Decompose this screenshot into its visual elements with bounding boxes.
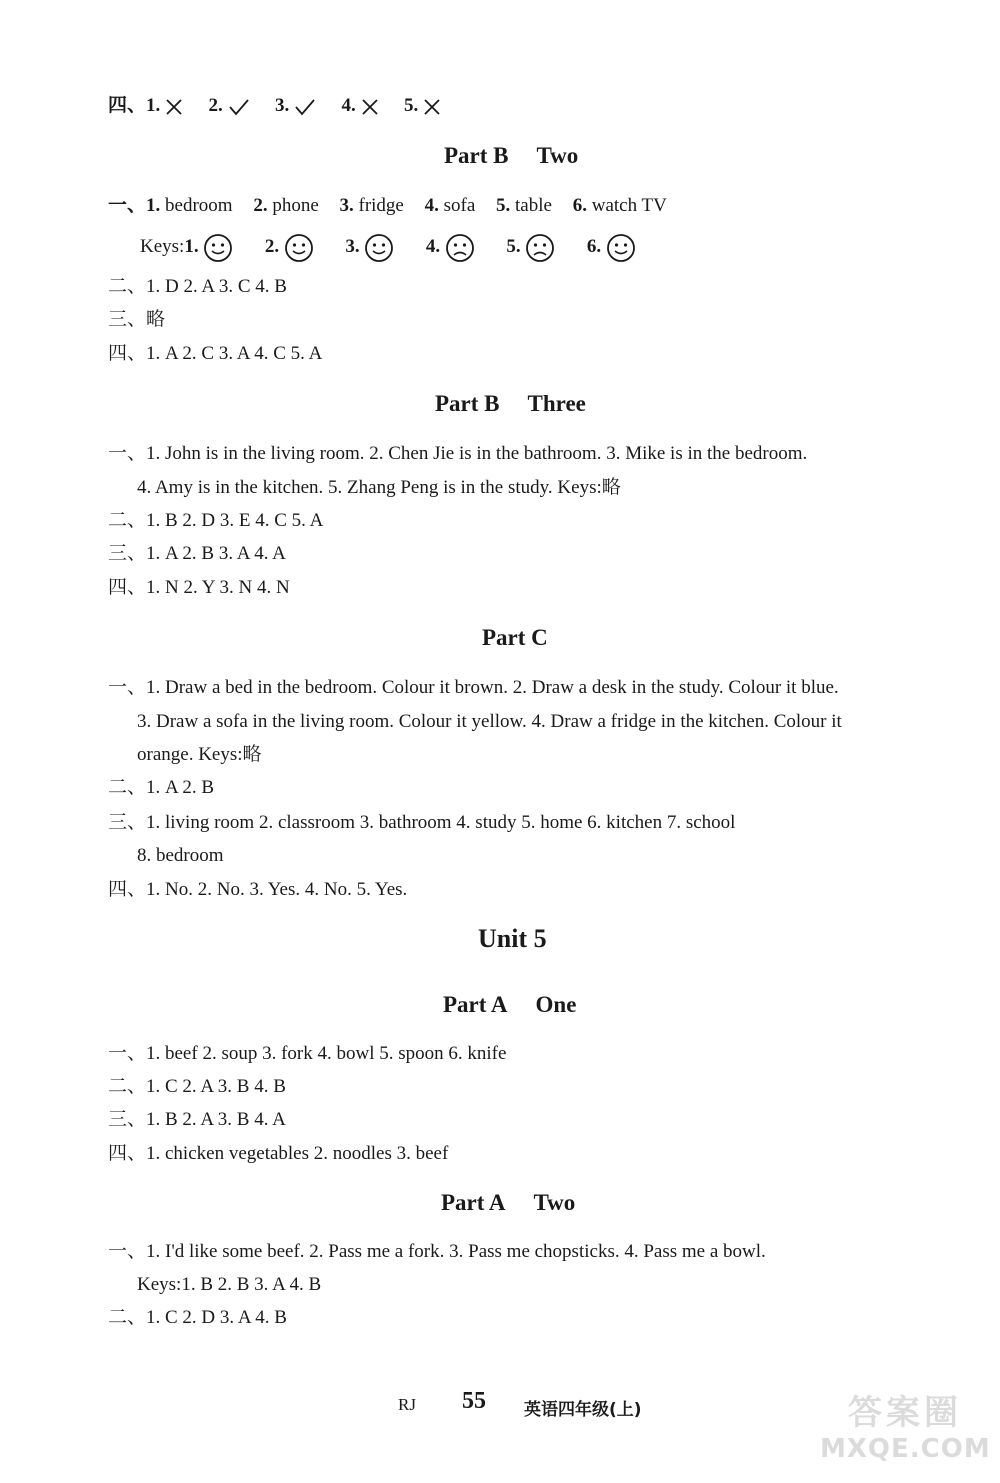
item-number: 4. [341, 95, 356, 116]
item-number: 1. [146, 95, 161, 116]
answer-line: 4. Amy is in the kitchen. 5. Zhang Peng is in the study. Keys:略 [137, 477, 621, 498]
page-number: 55 [462, 1388, 486, 1414]
item-number: 1. [184, 236, 199, 257]
section-heading-part-c: Part C [482, 625, 548, 650]
cross-icon [165, 98, 183, 116]
answer-line: 三、1. living room 2. classroom 3. bathroom 4. study 5. home 6. kitchen 7. school [108, 812, 736, 833]
answer-line: 二、1. C 2. A 3. B 4. B [108, 1076, 286, 1097]
answer-line: 三、1. B 2. A 3. B 4. A [108, 1109, 286, 1130]
sad-face-icon [525, 233, 555, 263]
heading-part: Part B [435, 391, 500, 416]
keys-label: Keys: [140, 236, 185, 257]
answer-line: 一、1. beef 2. soup 3. fork 4. bowl 5. spoon 6. knife [108, 1043, 507, 1064]
item-number: 1. [146, 195, 161, 216]
heading-sub: Two [533, 1190, 576, 1215]
answer-line: 四、1. A 2. C 3. A 4. C 5. A [108, 343, 323, 364]
item-number: 5. [404, 95, 419, 116]
section-heading-part-a-one [443, 992, 576, 1018]
section-prefix: 四、 [108, 95, 147, 116]
watermark-logo [820, 1385, 990, 1475]
happy-face-icon [284, 233, 314, 263]
keys-line [140, 232, 636, 263]
answer-line: 一、1. John is in the living room. 2. Chen Jie is in the bathroom. 3. Mike is in the bedroom. [108, 443, 808, 464]
item-number: 5. [506, 236, 521, 257]
cross-icon [361, 98, 379, 116]
answer-line: 一、1. I'd like some beef. 2. Pass me a fork. 3. Pass me chopsticks. 4. Pass me a bowl. [108, 1241, 766, 1262]
unit-heading: Unit 5 [478, 924, 547, 953]
answer-line: 三、1. A 2. B 3. A 4. A [108, 543, 286, 564]
cross-icon [423, 98, 441, 116]
heading-part: Part A [443, 992, 508, 1017]
answer-line: 二、1. B 2. D 3. E 4. C 5. A [108, 510, 324, 531]
heading-sub: One [535, 992, 577, 1017]
answer-line: 三、略 [108, 309, 166, 330]
sad-face-icon [445, 233, 475, 263]
item-number: 2. [208, 95, 223, 116]
heading-part: Part A [441, 1190, 506, 1215]
section-heading-part-a-two [441, 1190, 575, 1216]
answer-text: phone [267, 195, 319, 216]
answer-line: Keys:1. B 2. B 3. A 4. B [137, 1274, 322, 1295]
answer-line-top [108, 94, 441, 118]
section-heading-part-b-three [435, 391, 586, 417]
watermark-top: 答案圈 [848, 1393, 962, 1433]
answer-line: orange. Keys:略 [137, 744, 262, 765]
item-number: 4. [425, 236, 441, 257]
answer-line [108, 194, 667, 218]
item-number: 6. [572, 195, 587, 216]
answer-line: 8. bedroom [137, 845, 224, 866]
answer-text: fridge [353, 195, 404, 216]
answer-line: 二、1. A 2. B [108, 777, 215, 798]
answer-line: 四、1. No. 2. No. 3. Yes. 4. No. 5. Yes. [108, 879, 408, 900]
item-number: 3. [345, 236, 360, 257]
item-number: 4. [424, 195, 439, 216]
answer-line: 3. Draw a sofa in the living room. Colour it yellow. 4. Draw a fridge in the kitchen. Colour it [137, 711, 842, 732]
item-number: 2. [264, 236, 280, 257]
happy-face-icon [364, 233, 394, 263]
happy-face-icon [203, 233, 233, 263]
happy-face-icon [606, 233, 636, 263]
footer-right: 英语四年级(上) [524, 1400, 642, 1420]
item-number: 3. [339, 195, 354, 216]
answer-line: 四、1. chicken vegetables 2. noodles 3. beef [108, 1143, 449, 1164]
check-icon [294, 98, 316, 116]
item-number: 2. [253, 195, 268, 216]
watermark-bottom: MXQE.COM [820, 1434, 991, 1464]
section-prefix: 一、 [108, 195, 147, 216]
heading-part: Part B [444, 143, 509, 168]
item-number: 3. [275, 95, 290, 116]
answer-text: bedroom [160, 195, 233, 216]
heading-sub: Three [527, 391, 586, 416]
answer-line: 一、1. Draw a bed in the bedroom. Colour it brown. 2. Draw a desk in the study. Colour it blue. [108, 677, 839, 698]
answer-line: 二、1. C 2. D 3. A 4. B [108, 1307, 287, 1328]
answer-line: 四、1. N 2. Y 3. N 4. N [108, 577, 290, 598]
item-number: 5. [496, 195, 511, 216]
section-heading-part-b-two [444, 143, 578, 169]
answer-text: table [510, 195, 552, 216]
answer-text: watch TV [586, 195, 667, 216]
footer-left: RJ [398, 1395, 416, 1414]
item-number: 6. [586, 236, 602, 257]
answer-line: 二、1. D 2. A 3. C 4. B [108, 276, 287, 297]
check-icon [228, 98, 250, 116]
heading-sub: Two [536, 143, 579, 168]
answer-text: sofa [438, 195, 476, 216]
